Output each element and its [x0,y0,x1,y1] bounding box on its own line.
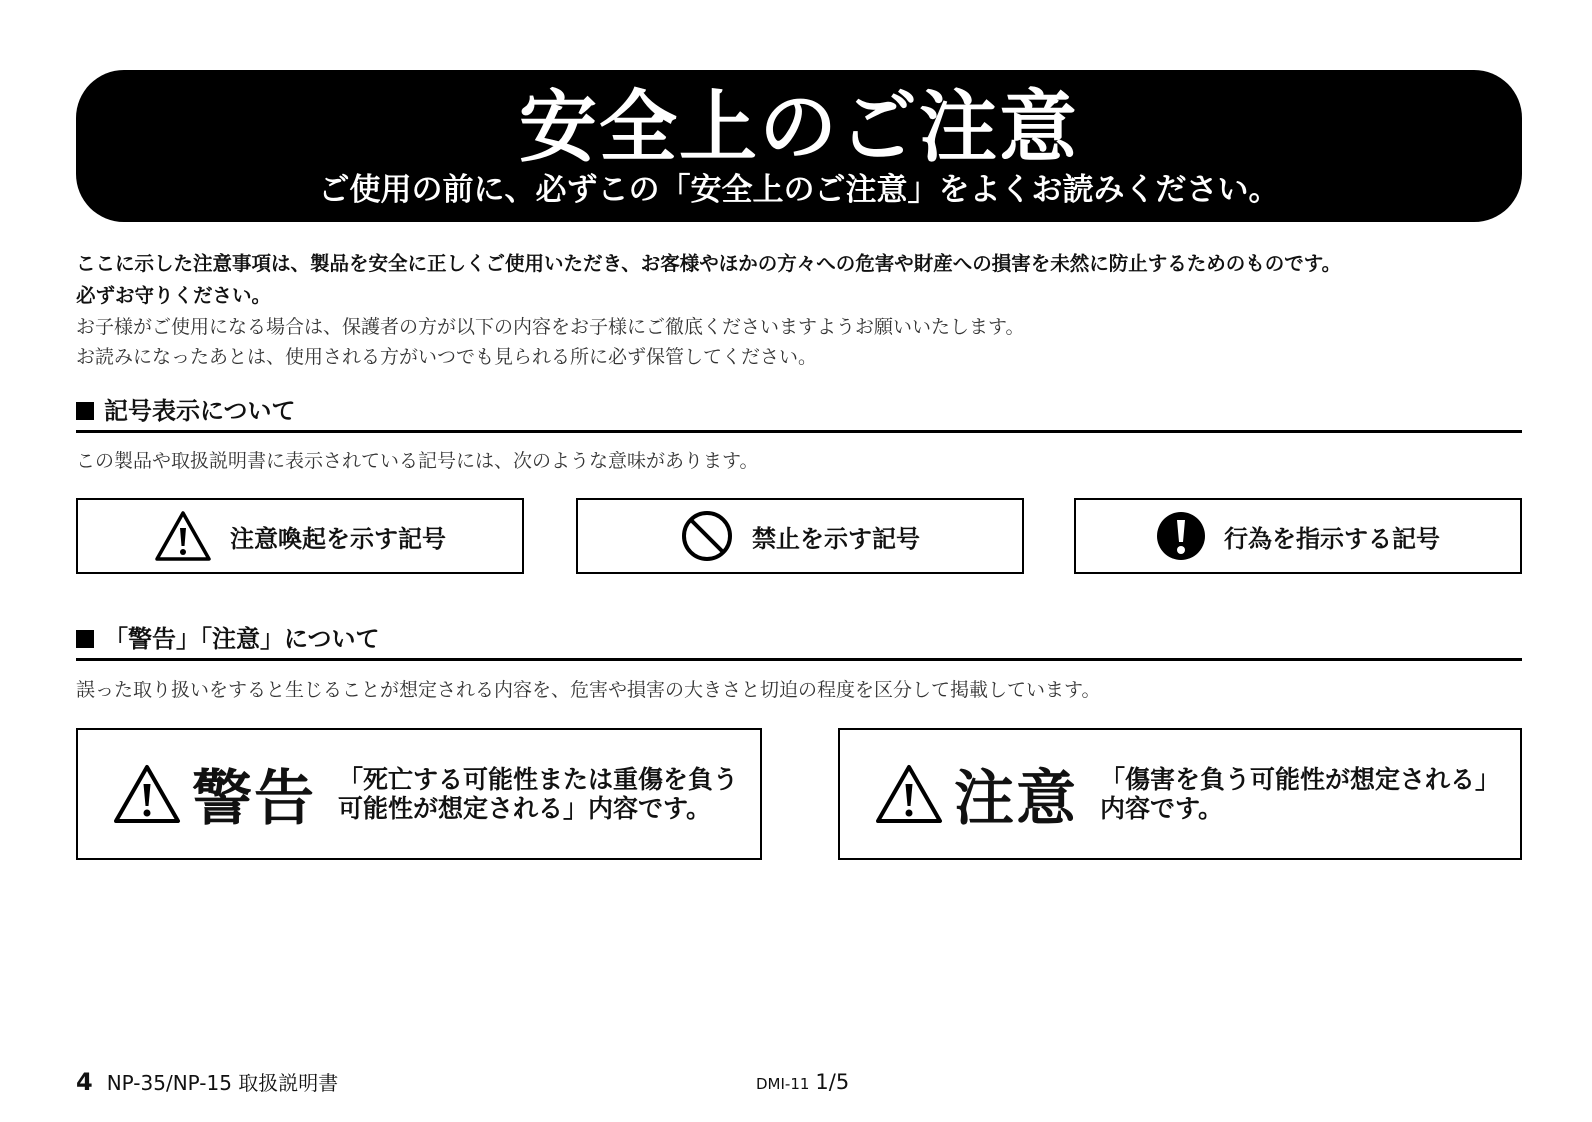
symbol-label-attention: 注意喚起を示す記号 [230,524,446,553]
intro-line-2: お読みになったあとは、使用される方がいつでも見られる所に必ず保管してください。 [76,346,818,368]
warning-triangle-icon [154,510,212,562]
symbol-box-attention [76,498,524,574]
caution-description [1100,765,1500,823]
levels-section-heading [76,624,1522,661]
warning-triangle-icon [874,763,944,825]
symbols-heading-text: 記号表示について [104,397,296,425]
prohibition-icon [680,509,734,563]
document-code: DMI-11 [756,1075,810,1093]
symbols-description: この製品や取扱説明書に表示されている記号には、次のような意味があります。 [76,450,759,472]
caution-description-line-2: 内容です。 [1100,794,1224,823]
square-bullet-icon [76,630,94,648]
levels-heading-text: 「警告」「注意」について [104,625,380,653]
intro-text [76,248,1536,372]
symbol-box-prohibition [576,498,1024,574]
warning-description [338,765,738,823]
caution-label: 注意 [954,764,1078,834]
symbol-box-mandatory [1074,498,1522,574]
symbols-section-heading [76,396,1522,433]
page-title: 安全上のご注意 [518,83,1079,173]
warning-label: 警告 [192,764,316,834]
footer-document-code [756,1068,849,1098]
warning-triangle-icon [112,763,182,825]
levels-description: 誤った取り扱いをすると生じることが想定される内容を、危害や損害の大きさと切迫の程度を区分して掲載しています。 [76,679,1101,701]
warning-description-line-1: 「死亡する可能性または重傷を負う [338,765,739,794]
page-subtitle: ご使用の前に、必ずこの「安全上のご注意」をよくお読みください。 [318,172,1280,208]
caution-level-box [838,728,1522,860]
manual-name: NP-35/NP-15 取扱説明書 [106,1071,339,1095]
symbol-label-prohibition: 禁止を示す記号 [752,524,920,553]
footer-manual [76,1068,338,1097]
title-banner [76,70,1522,222]
page-fraction: 1/5 [815,1070,850,1094]
warning-description-line-2: 可能性が想定される」内容です。 [338,794,712,823]
page-number: 4 [76,1068,93,1096]
intro-line-1: お子様がご使用になる場合は、保護者の方が以下の内容をお子様にご徹底くださいますようお願いいたします。 [76,316,1025,338]
warning-level-box [76,728,762,860]
square-bullet-icon [76,402,94,420]
caution-description-line-1: 「傷害を負う可能性が想定される」 [1100,765,1501,794]
intro-bold-line-2: 必ずお守りください。 [76,284,272,307]
symbol-label-mandatory: 行為を指示する記号 [1224,524,1440,553]
intro-bold-line-1: ここに示した注意事項は、製品を安全に正しくご使用いただき、お客様やほかの方々への危害や財産への損害を未然に防止するためのものです。 [76,252,1342,275]
mandatory-action-icon [1156,511,1206,561]
